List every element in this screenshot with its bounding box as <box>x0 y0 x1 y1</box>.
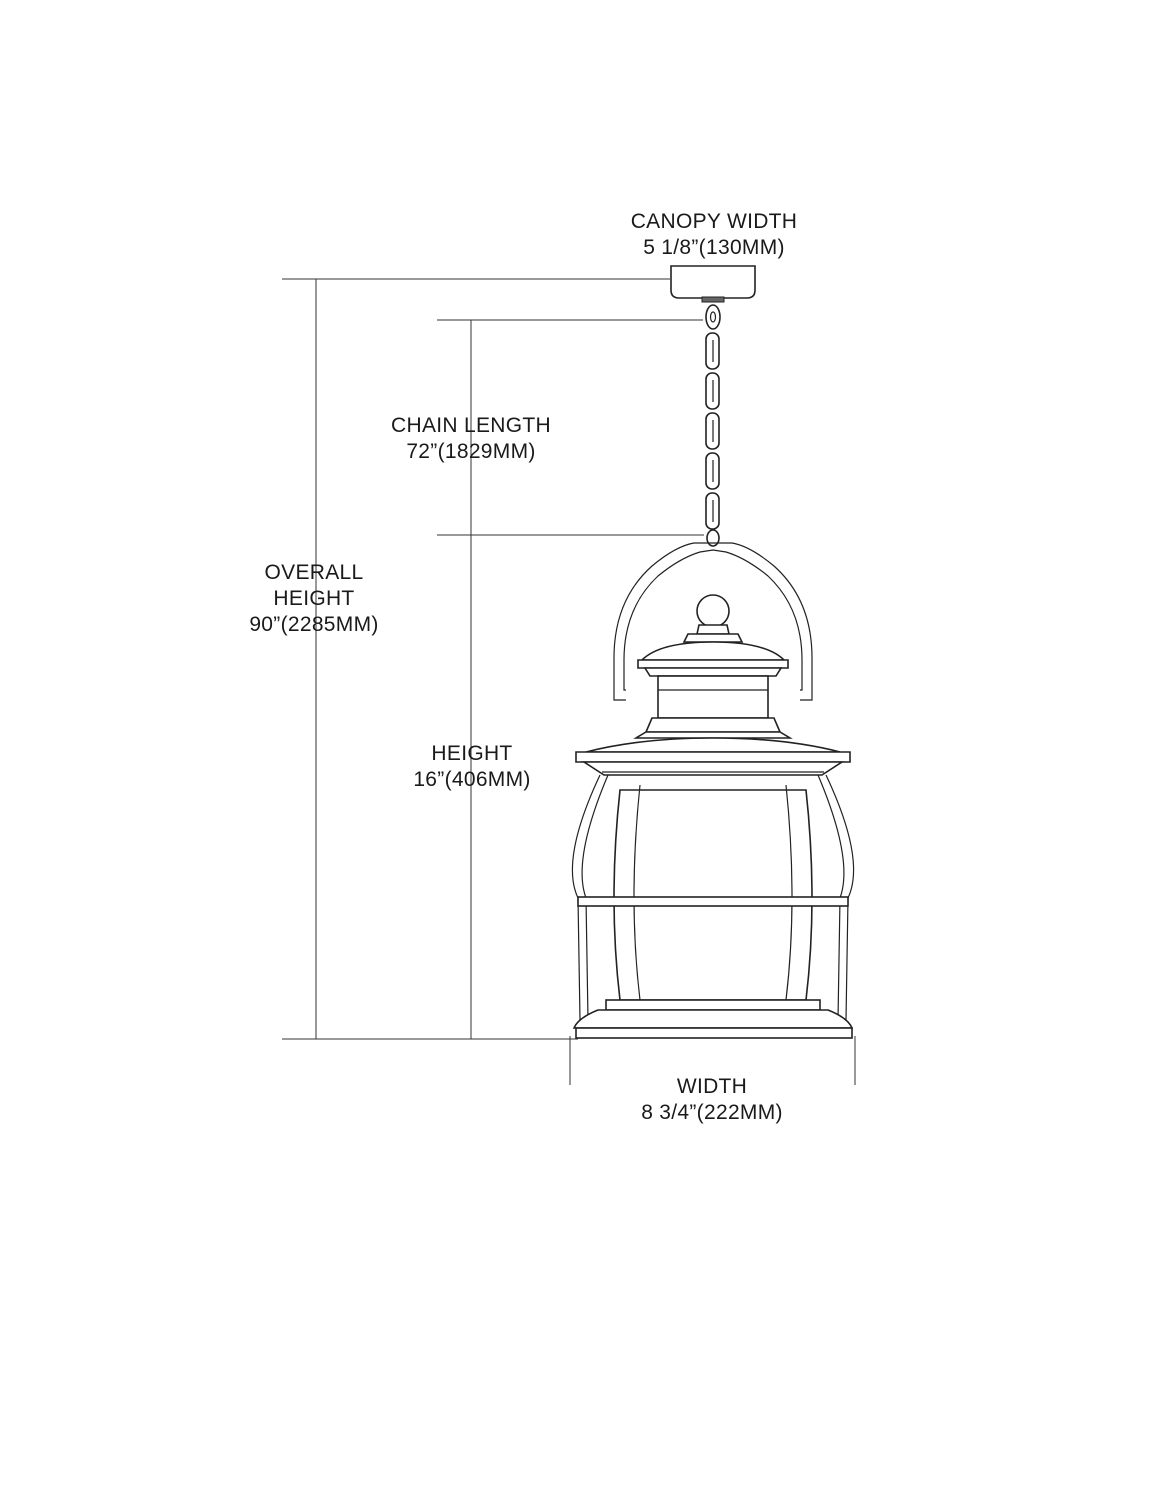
canopy-width-value: 5 1/8”(130MM) <box>643 236 785 259</box>
lantern-top <box>636 595 790 738</box>
lantern-glass-cage <box>572 775 853 1020</box>
fixture-height-value: 16”(406MM) <box>413 768 531 791</box>
chain <box>706 305 720 546</box>
overall-height-title-line2: HEIGHT <box>273 587 355 610</box>
overall-height-label <box>212 560 416 638</box>
fixture-height-label <box>372 741 572 793</box>
overall-height-title-line1: OVERALL <box>264 561 364 584</box>
lantern-base <box>574 1000 852 1038</box>
chain-length-value: 72”(1829MM) <box>406 440 536 463</box>
lantern-shade <box>576 738 850 775</box>
canopy <box>671 266 755 302</box>
fixture-width-title: WIDTH <box>676 1075 748 1098</box>
chain-length-label <box>360 413 582 465</box>
fixture-height-title: HEIGHT <box>431 742 513 765</box>
chain-length-title: CHAIN LENGTH <box>391 414 551 437</box>
canopy-width-title: CANOPY WIDTH <box>630 210 798 233</box>
fixture-width-label <box>602 1074 822 1126</box>
fixture-width-value: 8 3/4”(222MM) <box>641 1101 783 1124</box>
canopy-width-label <box>604 209 824 261</box>
overall-height-value: 90”(2285MM) <box>249 613 379 636</box>
